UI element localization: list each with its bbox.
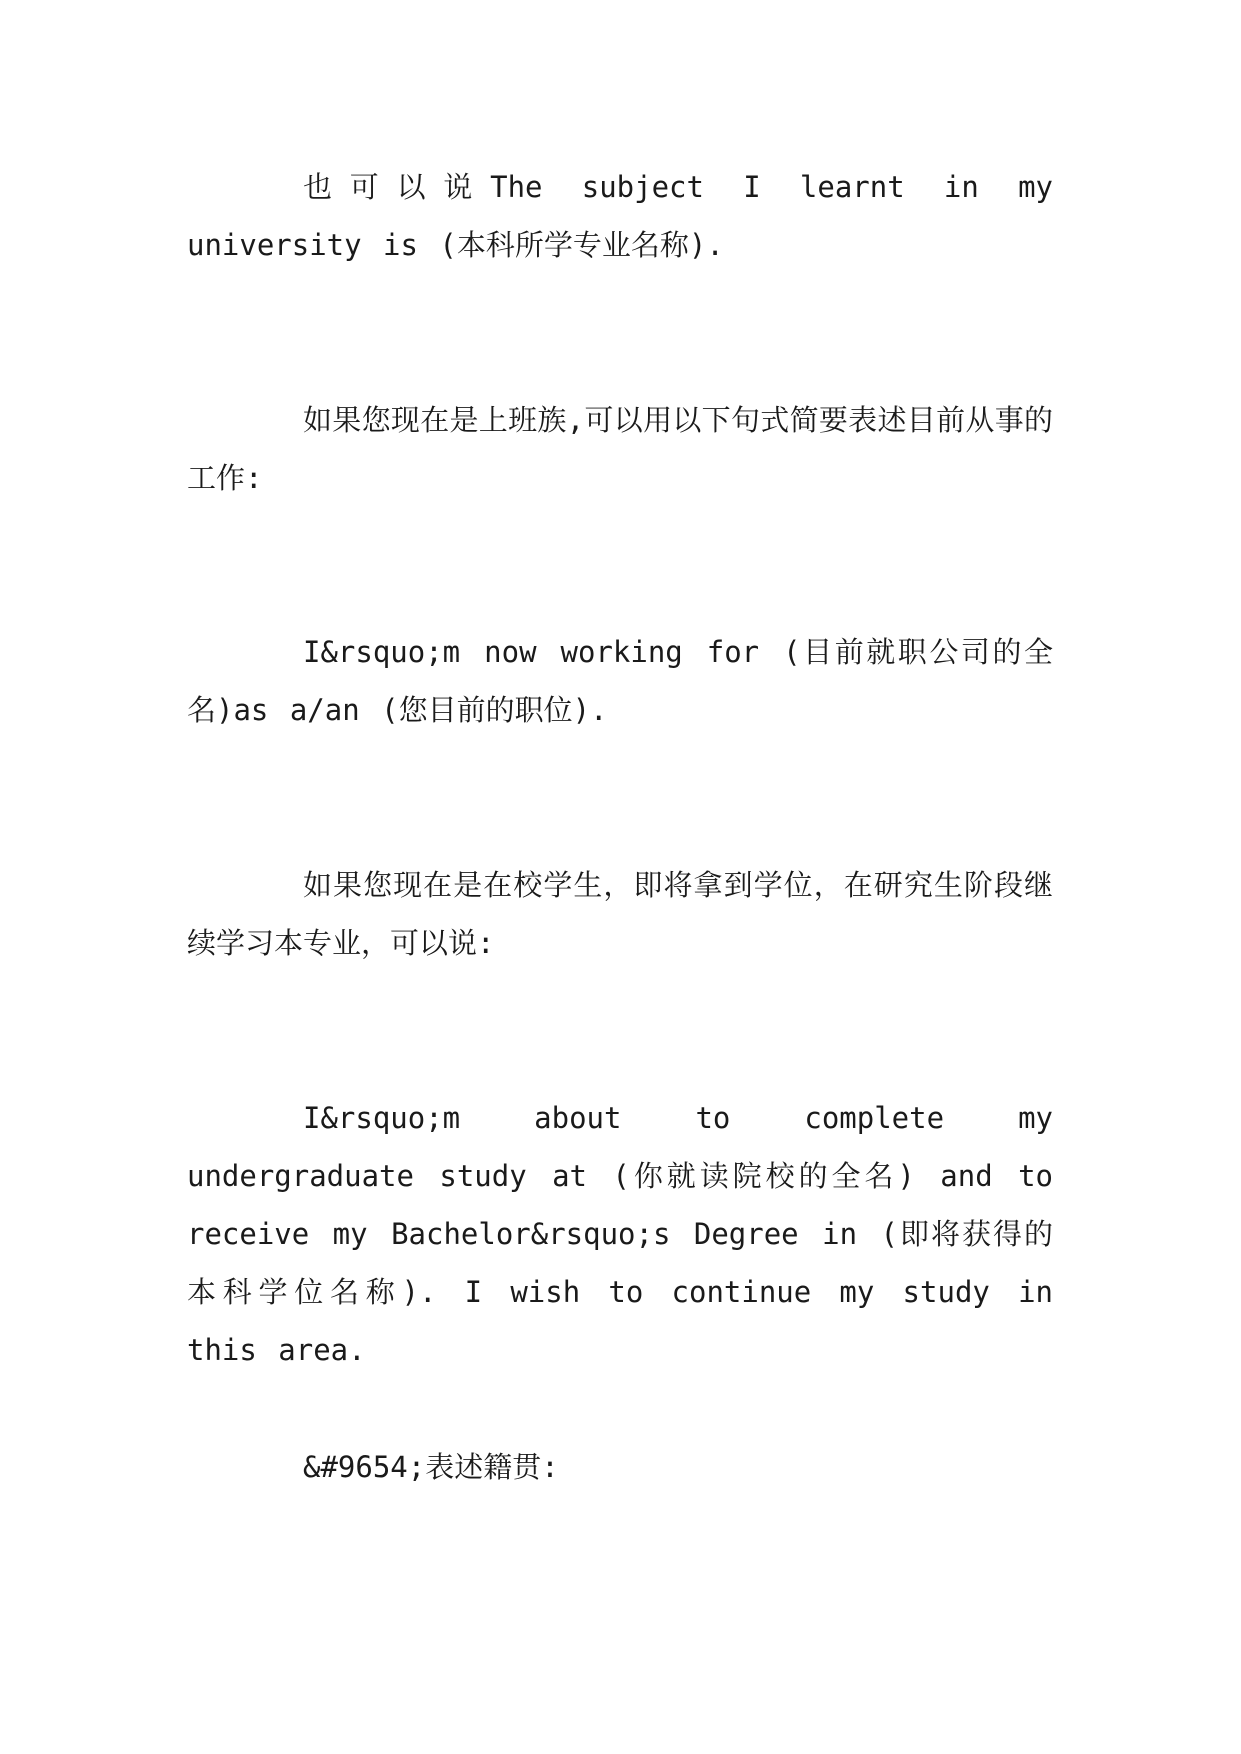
paragraph-major-subject: 也可以说The subject I learnt in my university is (本科所学专业名称). [187,170,1053,262]
paragraph-working-example: I&rsquo;m now working for (目前就职公司的全名)as a/an (您目前的职位). [187,635,1053,727]
paragraph-student-example: I&rsquo;m about to complete my undergraduate study at (你就读院校的全名) and to receive my Bachelor&rsquo;s Degree in (即将获得的本科学位名称). I wish to continue my study in this area. [187,1101,1053,1367]
paragraph-hometown-heading: &#9654;表述籍贯: [303,1450,559,1484]
paragraph-student-intro: 如果您现在是在校学生，即将拿到学位，在研究生阶段继续学习本专业，可以说: [187,868,1053,960]
paragraph-working-intro: 如果您现在是上班族,可以用以下句式简要表述目前从事的工作: [187,403,1053,495]
